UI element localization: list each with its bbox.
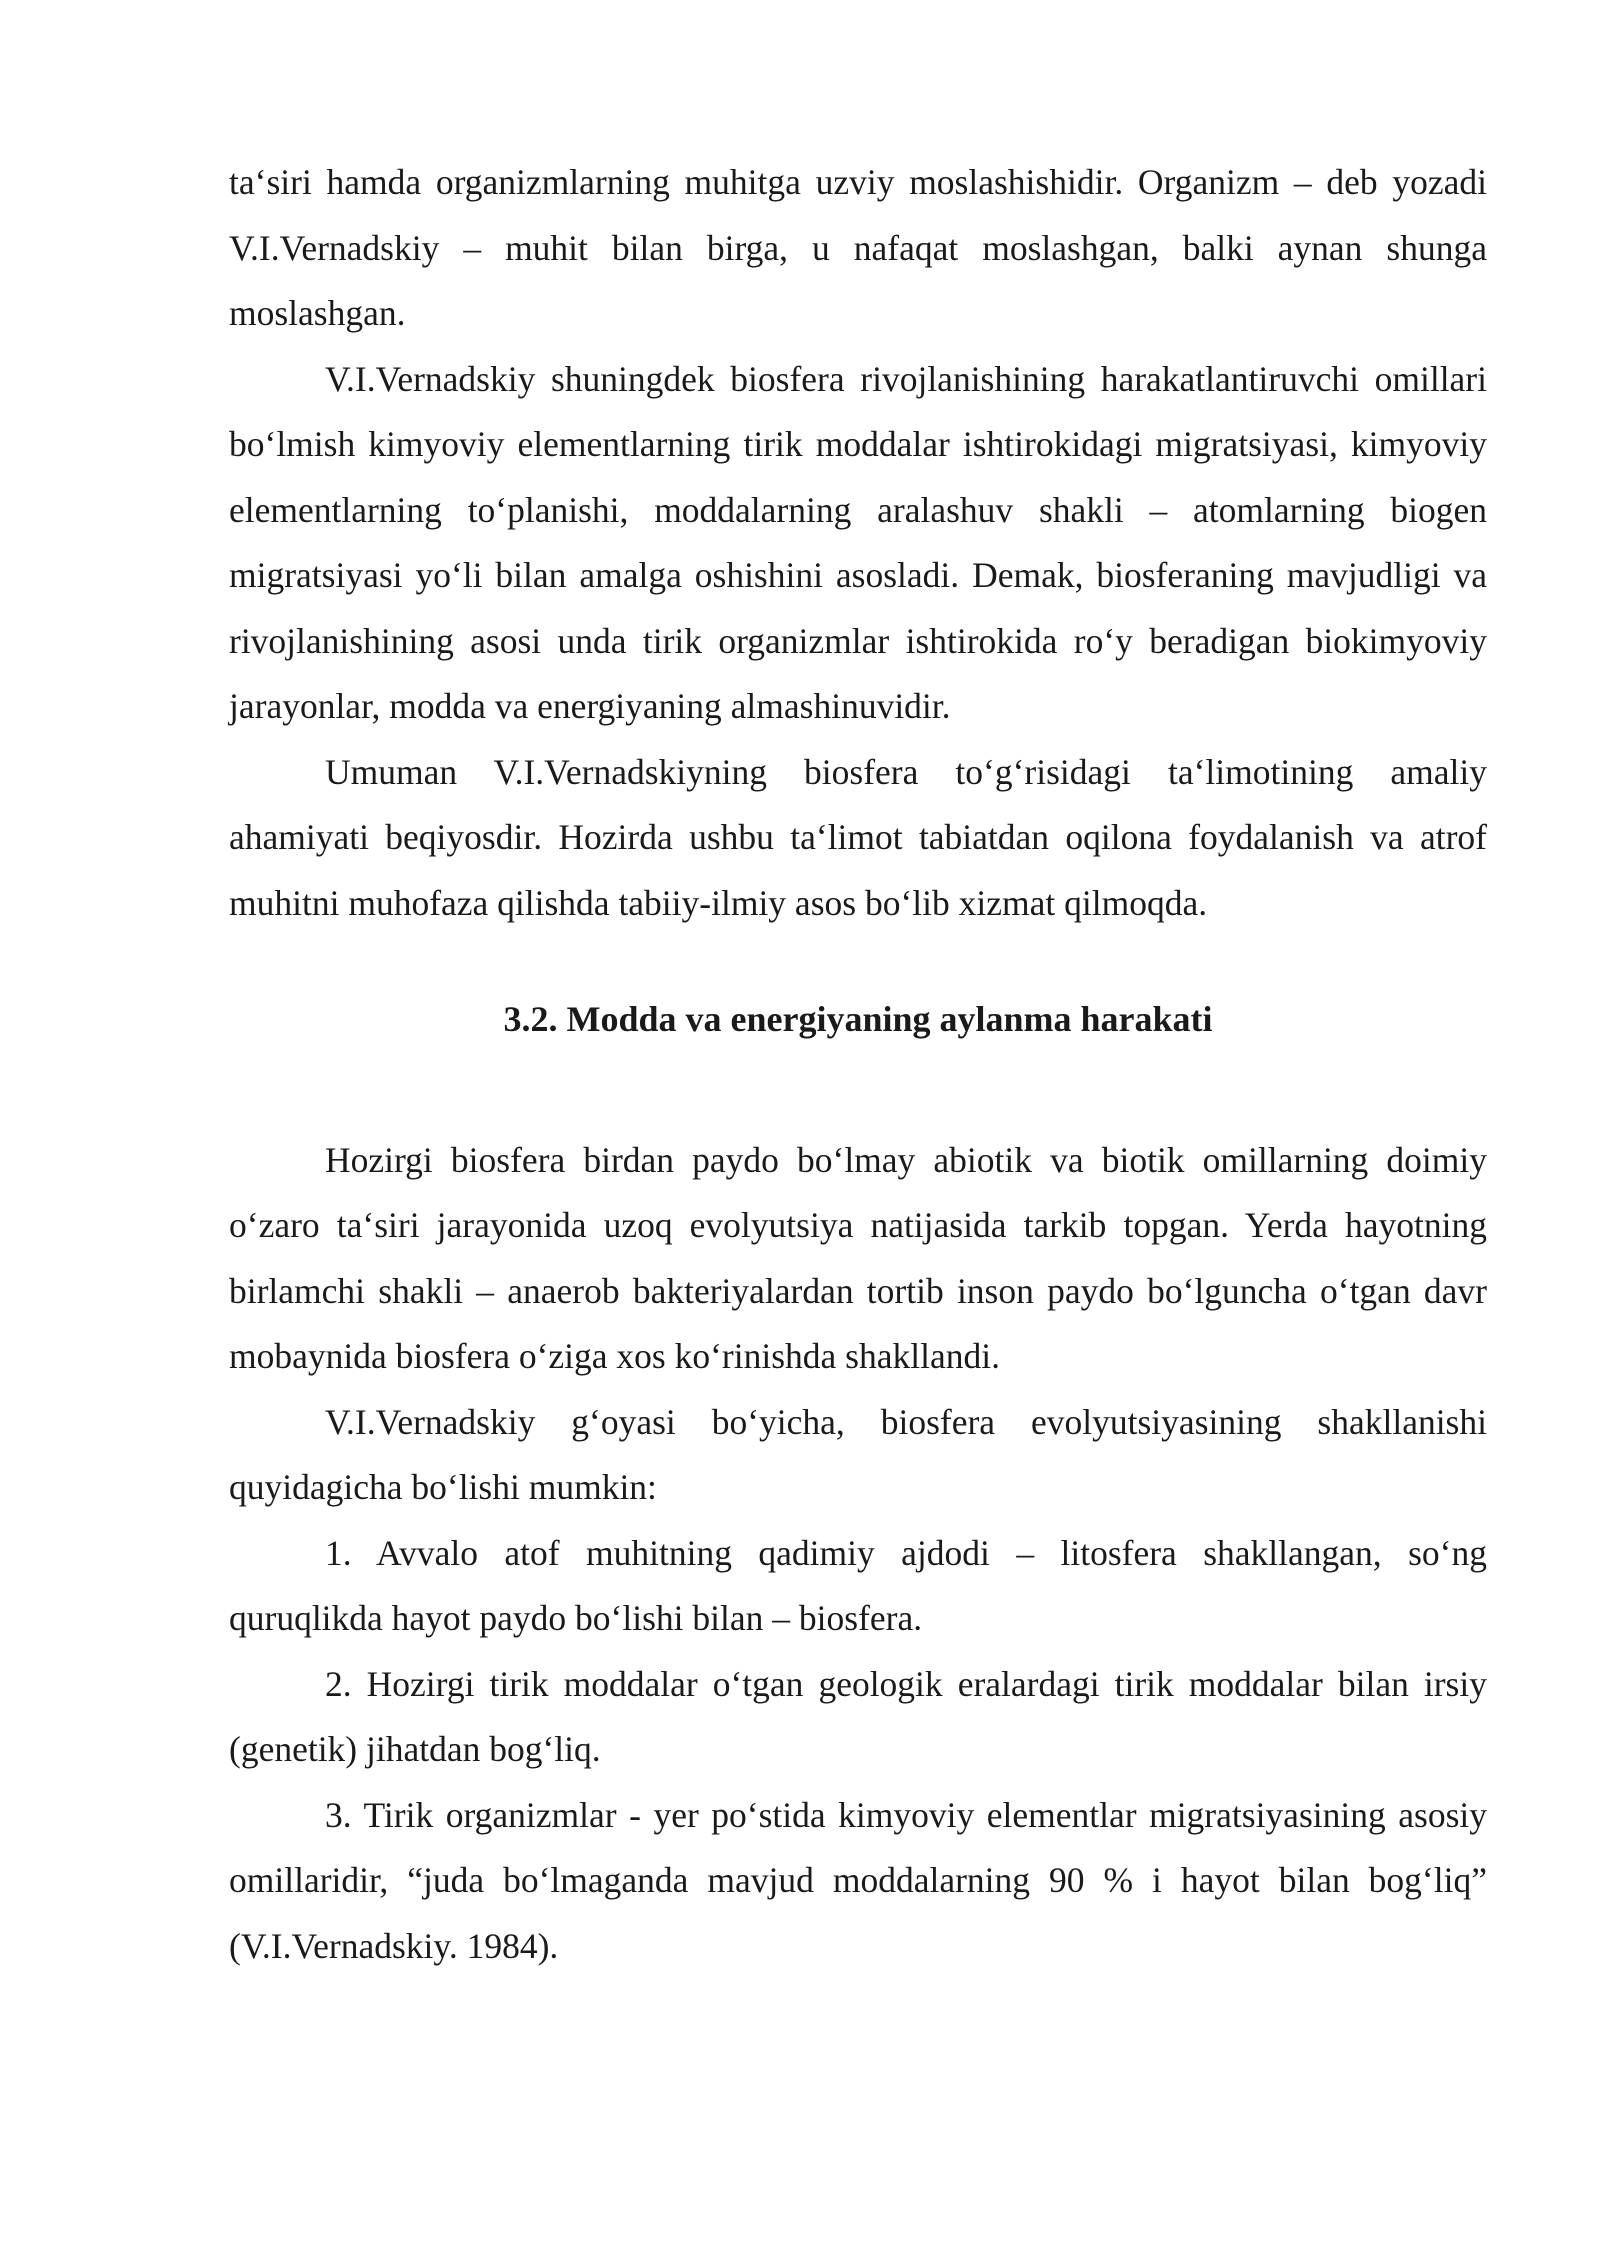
list-item-3: 3. Tirik organizmlar - yer po‘stida kimyoviy elementlar migratsiyasining asosiy omillaridir, “juda bo‘lmaganda mavjud moddalarning 90 % i hayot bilan bog‘liq” (V.I.Vernadskiy. 1984). bbox=[229, 1794, 1487, 1966]
paragraph-vernadskiy-migration: V.I.Vernadskiy shuningdek biosfera rivojlanishining harakatlantiruvchi omillari bo‘lmish kimyoviy elementlarning tirik moddalar ishtirokidagi migratsiyasi, kimyoviy elementlarning to‘planishi, moddalarning aralashuv shakli – atomlarning biogen migratsiyasi yo‘li bilan amalga oshishini asosladi. Demak, biosferaning mavjudligi va rivojlanishining asosi unda tirik organizmlar ishtirokida ro‘y beradigan biokimyoviy jarayonlar, modda va energiyaning almashinuvidir. bbox=[229, 358, 1487, 726]
paragraph-practical-significance: Umuman V.I.Vernadskiyning biosfera to‘g‘risidagi ta‘limotining amaliy ahamiyati beqiyosdir. Hozirda ushbu ta‘limot tabiatdan oqilona foydalanish va atrof muhitni muhofaza qilishda tabiiy-ilmiy asos bo‘lib xizmat qilmoqda. bbox=[229, 751, 1487, 923]
spacer bbox=[229, 1053, 1487, 1128]
page-body bbox=[229, 150, 1487, 1979]
section-heading: 3.2. Modda va energiyaning aylanma harakati bbox=[503, 999, 1213, 1039]
paragraph-biosphere-origin: Hozirgi biosfera birdan paydo bo‘lmay abiotik va biotik omillarning doimiy o‘zaro ta‘siri jarayonida uzoq evolyutsiya natijasida tarkib topgan. Yerda hayotning birlamchi shakli – anaerob bakteriyalardan tortib inson paydo bo‘lguncha o‘tgan davr mobaynida biosfera o‘ziga xos ko‘rinishda shakllandi. bbox=[229, 1139, 1487, 1376]
list-item-2: 2. Hozirgi tirik moddalar o‘tgan geologik eralardagi tirik moddalar bilan irsiy (genetik) jihatdan bog‘liq. bbox=[229, 1663, 1487, 1769]
list-item-1: 1. Avvalo atof muhitning qadimiy ajdodi – litosfera shakllangan, so‘ng quruqlikda hayot paydo bo‘lishi bilan – biosfera. bbox=[229, 1532, 1487, 1638]
spacer bbox=[229, 936, 1487, 987]
paragraph-continuation: ta‘siri hamda organizmlarning muhitga uzviy moslashishidir. Organizm – deb yozadi V.I.Vernadskiy – muhit bilan birga, u nafaqat moslashgan, balki aynan shunga moslashgan. bbox=[229, 162, 1487, 333]
paragraph-evolution-intro: V.I.Vernadskiy g‘oyasi bo‘yicha, biosfera evolyutsiyasining shakllanishi quyidagicha bo‘lishi mumkin: bbox=[229, 1401, 1487, 1507]
